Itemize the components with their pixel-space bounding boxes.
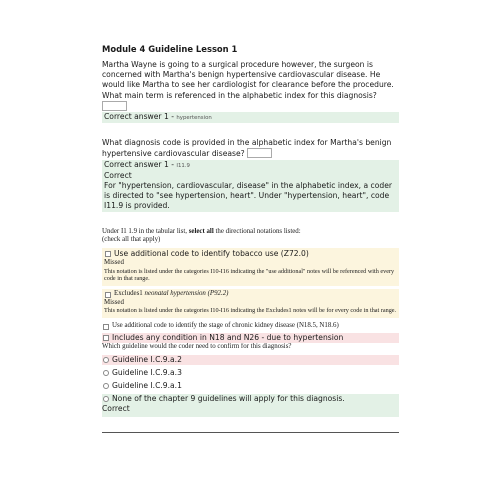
radio-icon[interactable] — [103, 357, 109, 363]
question-4-option-4-label: None of the chapter 9 guidelines will apply for this diagnosis. — [112, 394, 345, 404]
question-3-option-4-label: Includes any condition in N18 and N26 - due to hypertension — [112, 332, 344, 342]
question-4-option-3[interactable] — [102, 381, 399, 391]
question-2-status: Correct — [104, 170, 132, 180]
question-2-feedback-block — [102, 160, 399, 212]
question-3-prompt — [102, 228, 399, 237]
question-2-text — [102, 138, 399, 159]
question-4-prompt: Which guideline would the coder need to confirm for this diagnosis? — [102, 343, 292, 350]
radio-icon[interactable] — [103, 370, 109, 376]
question-3-intro-after: the directional notations listed: — [213, 227, 301, 235]
question-1-answer-field[interactable] — [102, 101, 127, 111]
question-3-option-2-label: Excludes1 — [114, 290, 145, 298]
question-3-option-1-label: Use additional code to identify tobacco use (Z72.0) — [114, 248, 309, 258]
question-3-intro-before: Under I1 1.9 in the tabular list, — [102, 227, 189, 235]
question-3-option-1-status: Missed — [104, 259, 124, 267]
checkbox-icon[interactable] — [105, 292, 111, 298]
radio-icon[interactable] — [103, 383, 109, 389]
question-4-option-1[interactable] — [102, 355, 399, 365]
question-2 — [102, 138, 399, 211]
question-3-option-2-status: Missed — [104, 298, 124, 306]
question-3-option-4[interactable] — [102, 333, 399, 343]
question-3-option-2-note: This notation is listed under the categories I10-I16 indicating the Excludes1 notes will be for every code in that range. — [104, 307, 397, 315]
question-2-correct-answer — [104, 160, 397, 171]
question-4 — [102, 343, 399, 417]
question-4-option-2[interactable] — [102, 368, 399, 378]
question-3 — [102, 228, 399, 343]
question-1-text — [102, 60, 399, 112]
question-1-answer-value: hypertension — [176, 115, 212, 122]
question-2-answer-field[interactable] — [247, 148, 272, 158]
checkbox-icon[interactable] — [103, 324, 109, 330]
question-2-prompt: What diagnosis code is provided in the alphabetic index for Martha's benign hypertensive cardiovascular disease? — [102, 138, 392, 159]
question-2-feedback: For "hypertension, cardiovascular, disease" in the alphabetic index, a coder is directed to "see hypertension, heart". Under "hypertension, heart", code I11.9 is provided. — [104, 181, 392, 211]
question-1 — [102, 60, 399, 123]
question-4-option-4-block — [102, 394, 399, 416]
question-3-option-1-block — [102, 248, 399, 286]
question-1-prompt: Martha Wayne is going to a surgical procedure however, the surgeon is concerned with Martha's benign hypertensive cardiovascular disease. He would like Martha to see her cardiologist for clearance before the procedure. What main term is referenced in the alphabetic index for this diagnosis? — [102, 60, 394, 100]
question-4-option-1-label: Guideline I.C.9.a.2 — [112, 354, 182, 364]
checkbox-icon[interactable] — [105, 251, 111, 257]
question-3-check-all: (check all that apply) — [102, 236, 161, 244]
question-1-correct-answer — [102, 112, 399, 123]
question-3-option-2[interactable] — [104, 290, 397, 299]
quiz-page — [102, 44, 399, 417]
question-3-option-1-note: This notation is listed under the categories I10-I16 indicating the "use additional" notes will be referenced with every code in that range. — [104, 267, 395, 283]
question-4-option-4[interactable] — [102, 394, 399, 404]
question-2-answer-label: Correct answer 1 - — [104, 159, 177, 169]
question-4-status: Correct — [102, 404, 130, 414]
question-4-option-2-label: Guideline I.C.9.a.3 — [112, 367, 182, 377]
question-3-option-2-block — [102, 289, 399, 318]
page-title: Module 4 Guideline Lesson 1 — [102, 44, 238, 54]
question-3-option-2-label-italic: neonatal hypertension (P92.2) — [144, 290, 229, 298]
question-1-answer-label: Correct answer 1 - — [104, 112, 177, 122]
question-4-option-3-label: Guideline I.C.9.a.1 — [112, 381, 182, 390]
question-3-intro-bold: select all — [188, 227, 214, 235]
radio-icon[interactable] — [103, 396, 109, 402]
question-3-option-3-label: Use additional code to identify the stage of chronic kidney disease (N18.5, N18.6) — [112, 322, 339, 330]
question-3-option-3[interactable] — [102, 322, 399, 331]
bottom-divider — [102, 432, 399, 433]
question-3-option-1[interactable] — [104, 249, 397, 259]
checkbox-icon[interactable] — [103, 335, 109, 341]
question-2-answer-value: I11.9 — [176, 162, 190, 169]
